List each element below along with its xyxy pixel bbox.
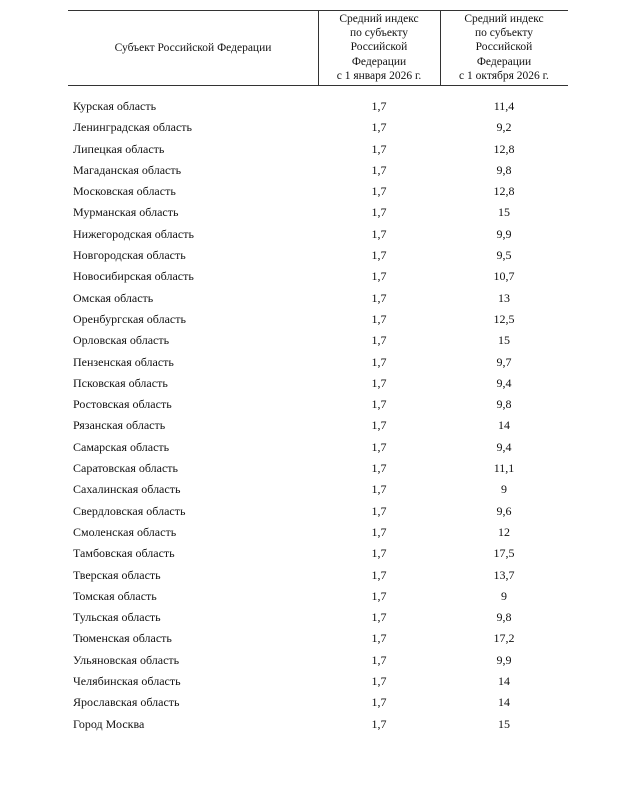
index-jan-value: 1,7 (371, 226, 387, 241)
index-oct-value: 14 (498, 695, 510, 710)
region-name: Магаданская область (73, 162, 182, 177)
table-row (0, 352, 631, 373)
region-name: Орловская область (73, 333, 170, 348)
index-oct-value: 9,8 (496, 610, 512, 625)
table-row (0, 714, 631, 735)
region-name: Тюменская область (73, 631, 172, 646)
index-oct-value: 9 (501, 482, 507, 497)
header-subject (68, 10, 318, 85)
index-oct-value: 12,5 (493, 311, 515, 326)
table-row (0, 266, 631, 287)
header-col-oct (440, 12, 568, 84)
region-name: Липецкая область (73, 141, 165, 156)
index-jan-value: 1,7 (371, 99, 387, 113)
region-name: Новосибирская область (73, 269, 194, 284)
index-jan-value: 1,7 (371, 269, 387, 284)
table-row (0, 160, 631, 181)
table-row (0, 394, 631, 415)
index-oct-value: 12 (498, 524, 510, 539)
index-jan-value: 1,7 (371, 588, 387, 603)
header-col-jan-line: по субъекту (349, 27, 408, 40)
table-row (0, 415, 631, 436)
index-jan-value: 1,7 (371, 205, 387, 220)
region-name: Нижегородская область (73, 226, 194, 241)
table-row (0, 96, 631, 117)
region-name: Ростовская область (73, 397, 172, 412)
table-row (0, 458, 631, 479)
index-jan-value: 1,7 (371, 546, 387, 561)
header-col-oct-line: Федерации (476, 55, 532, 68)
region-name: Ульяновская область (73, 652, 180, 667)
index-jan-value: 1,7 (371, 375, 387, 390)
index-jan-value: 1,7 (371, 248, 387, 263)
header-col-jan-line: Средний индекс (339, 13, 419, 25)
table-row (0, 202, 631, 223)
region-name: Мурманская область (73, 205, 179, 220)
index-oct-value: 14 (498, 418, 510, 433)
index-jan-value: 1,7 (371, 674, 387, 689)
table-row (0, 479, 631, 500)
index-oct-value: 9,4 (496, 375, 512, 390)
table-row (0, 607, 631, 628)
index-oct-value: 17,5 (493, 546, 515, 561)
region-name: Сахалинская область (73, 482, 181, 497)
index-jan-value: 1,7 (371, 397, 387, 412)
region-name: Город Москва (73, 716, 145, 731)
region-name: Псковская область (73, 375, 168, 390)
table-row (0, 117, 631, 138)
index-jan-value: 1,7 (371, 524, 387, 539)
region-name: Челябинская область (73, 674, 181, 689)
table-row (0, 628, 631, 649)
index-oct-value: 9,9 (496, 226, 512, 241)
index-jan-value: 1,7 (371, 439, 387, 454)
region-name: Ярославская область (73, 695, 180, 710)
index-jan-value: 1,7 (371, 141, 387, 156)
table-row (0, 245, 631, 266)
region-name: Омская область (73, 290, 154, 305)
header-col-oct-line: по субъекту (474, 27, 533, 40)
index-oct-value: 9,5 (496, 248, 512, 263)
index-oct-value: 13 (498, 290, 510, 305)
index-oct-value: 17,2 (493, 631, 515, 646)
index-oct-value: 11,4 (493, 99, 515, 113)
index-jan-value: 1,7 (371, 652, 387, 667)
table-row (0, 586, 631, 607)
index-jan-value: 1,7 (371, 461, 387, 476)
index-oct-value: 15 (498, 333, 510, 348)
index-oct-value: 9,7 (496, 354, 512, 369)
table-row (0, 671, 631, 692)
header-col-oct-line: Средний индекс (464, 13, 544, 25)
table-row (0, 522, 631, 543)
table-row (0, 501, 631, 522)
index-jan-value: 1,7 (371, 354, 387, 369)
index-jan-value: 1,7 (371, 695, 387, 710)
header-col-jan-line: с 1 января 2026 г. (336, 69, 422, 82)
index-oct-value: 9,8 (496, 162, 512, 177)
index-jan-value: 1,7 (371, 162, 387, 177)
region-name: Ленинградская область (73, 120, 192, 135)
index-jan-value: 1,7 (371, 290, 387, 305)
region-name: Курская область (73, 99, 157, 113)
index-jan-value: 1,7 (371, 311, 387, 326)
table-row (0, 565, 631, 586)
index-oct-value: 9,8 (496, 397, 512, 412)
header-col-oct-line: с 1 октября 2026 г. (459, 69, 549, 82)
header-col-jan-line: Российской (350, 41, 408, 54)
index-oct-value: 14 (498, 674, 510, 689)
region-name: Тверская область (73, 567, 161, 582)
index-jan-value: 1,7 (371, 418, 387, 433)
index-jan-value: 1,7 (371, 482, 387, 497)
index-jan-value: 1,7 (371, 716, 387, 731)
region-name: Тульская область (73, 610, 161, 625)
table-row (0, 330, 631, 351)
index-oct-value: 13,7 (493, 567, 515, 582)
index-oct-value: 9,4 (496, 439, 512, 454)
region-name: Московская область (73, 184, 176, 199)
index-oct-value: 9,2 (496, 120, 512, 135)
region-name: Тамбовская область (73, 546, 175, 561)
index-jan-value: 1,7 (371, 333, 387, 348)
index-jan-value: 1,7 (371, 184, 387, 199)
index-oct-value: 9,6 (496, 503, 512, 518)
table-row (0, 650, 631, 671)
region-name: Томская область (73, 588, 157, 603)
region-name: Оренбургская область (73, 311, 186, 326)
table-row (0, 224, 631, 245)
region-name: Пензенская область (73, 354, 174, 369)
region-name: Рязанская область (73, 418, 166, 433)
index-jan-value: 1,7 (371, 120, 387, 135)
index-oct-value: 15 (498, 205, 510, 220)
index-jan-value: 1,7 (371, 610, 387, 625)
index-oct-value: 12,8 (493, 141, 515, 156)
header-col-jan (318, 12, 440, 84)
region-name: Свердловская область (73, 503, 186, 518)
index-oct-value: 15 (498, 716, 510, 731)
table-row (0, 437, 631, 458)
header-bottom-rule (68, 85, 568, 86)
table-row (0, 181, 631, 202)
index-oct-value: 10,7 (493, 269, 515, 284)
index-oct-value: 9,9 (496, 652, 512, 667)
table-row (0, 309, 631, 330)
header-col-oct-line: Российской (475, 41, 533, 54)
region-name: Новгородская область (73, 248, 186, 263)
table-row (0, 139, 631, 160)
table-row (0, 543, 631, 564)
region-name: Смоленская область (73, 524, 177, 539)
table-body (0, 96, 631, 735)
table-row (0, 692, 631, 713)
index-jan-value: 1,7 (371, 567, 387, 582)
region-name: Саратовская область (73, 461, 179, 476)
index-oct-value: 12,8 (493, 184, 515, 199)
header-col-jan-line: Федерации (351, 55, 407, 68)
index-jan-value: 1,7 (371, 503, 387, 518)
index-oct-value: 11,1 (493, 461, 515, 476)
header-subject-label: Субъект Российской Федерации (114, 41, 272, 54)
region-name: Самарская область (73, 439, 170, 454)
index-jan-value: 1,7 (371, 631, 387, 646)
table-row (0, 288, 631, 309)
table-row (0, 373, 631, 394)
index-oct-value: 9 (501, 588, 507, 603)
